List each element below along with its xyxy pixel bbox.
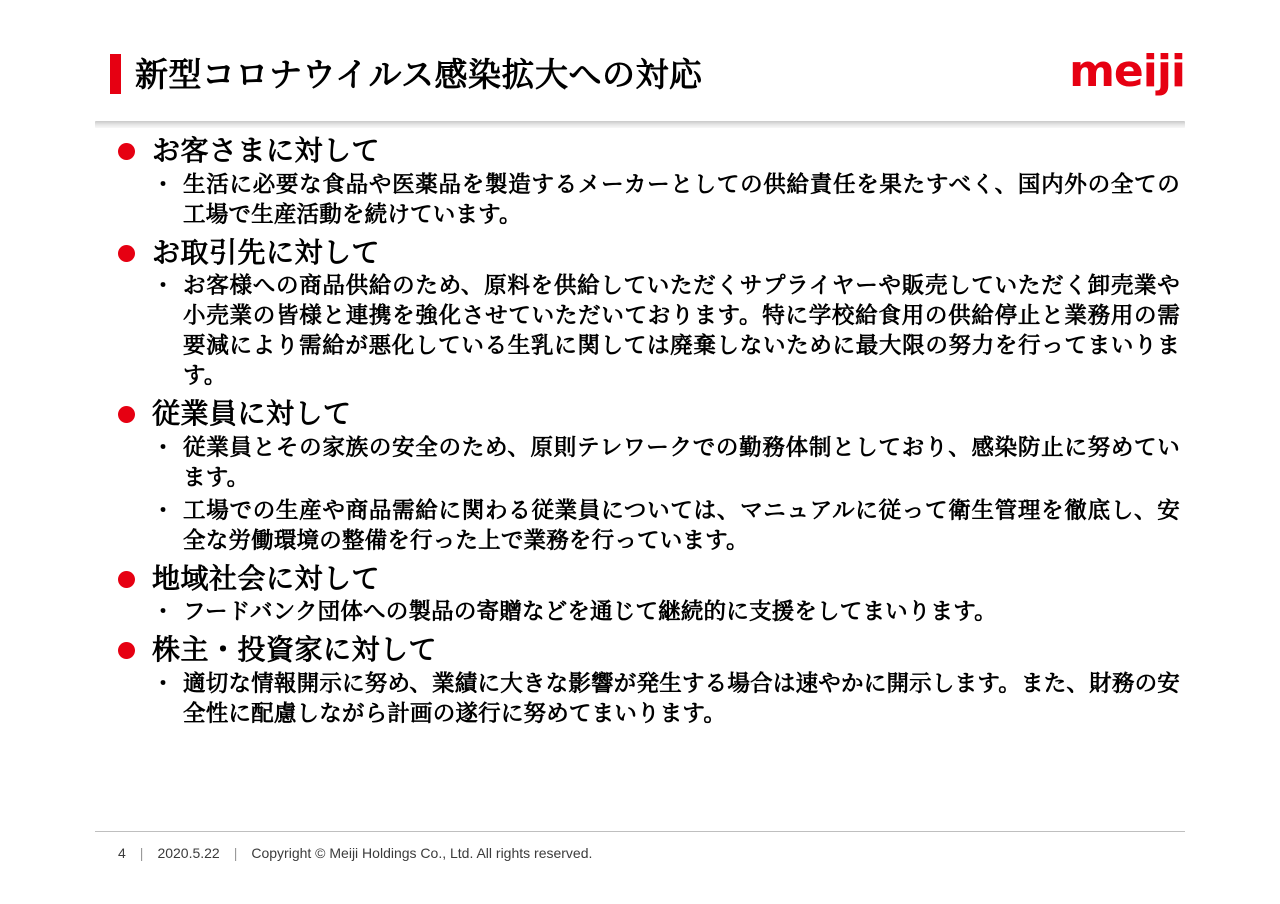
bullet-dot-icon — [118, 571, 135, 588]
list-item-text: 工場での生産や商品需給に関わる従業員については、マニュアルに従って衛生管理を徹底し、安全な労働環境の整備を行った上で業務を行っています。 — [183, 497, 1180, 553]
list-item — [0, 597, 1280, 627]
title-accent-bar — [110, 54, 121, 94]
bullet-marker-icon: ・ — [152, 497, 175, 523]
footer-copyright: Copyright © Meiji Holdings Co., Ltd. All rights reserved. — [251, 845, 593, 861]
slide-header — [0, 0, 1280, 128]
section-heading — [0, 136, 1280, 167]
list-item — [0, 669, 1280, 729]
section — [0, 238, 1280, 391]
footer-date: 2020.5.22 — [157, 845, 220, 861]
bullet-dot-icon — [118, 143, 135, 160]
page-number: 4 — [118, 845, 126, 861]
section-heading-label: 従業員に対して — [152, 398, 352, 430]
list-item-text: 適切な情報開示に努め、業績に大きな影響が発生する場合は速やかに開示します。また、財務の安全性に配慮しながら計画の遂行に努めてまいります。 — [183, 671, 1180, 727]
title-text: 新型コロナウイルス感染拡大への対応 — [135, 55, 703, 93]
list-item — [0, 496, 1280, 556]
section-heading-label: お取引先に対して — [152, 236, 381, 268]
bullet-dot-icon — [118, 406, 135, 423]
list-item — [0, 271, 1280, 391]
meiji-logo: meiji — [1069, 46, 1185, 97]
list-item-text: 従業員とその家族の安全のため、原則テレワークでの勤務体制としており、感染防止に努めています。 — [183, 434, 1180, 490]
section-heading — [0, 564, 1280, 595]
section-heading — [0, 238, 1280, 269]
section-heading-label: 地域社会に対して — [152, 562, 381, 594]
section-heading — [0, 399, 1280, 430]
footer-separator: | — [139, 845, 144, 861]
slide-footer — [118, 845, 592, 861]
section-heading-label: お客さまに対して — [152, 135, 381, 166]
bullet-dot-icon — [118, 245, 135, 262]
list-item-text: お客様への商品供給のため、原料を供給していただくサプライヤーや販売していただく卸売業や小売業の皆様と連携を強化させていただいております。特に学校給食用の供給停止と業務用の需要減により需給が悪化している生乳に関しては廃棄しないために最大限の努力を行ってまいります。 — [183, 273, 1180, 389]
bullet-marker-icon: ・ — [152, 599, 175, 625]
bullet-marker-icon: ・ — [152, 171, 175, 197]
section — [0, 635, 1280, 729]
page-title — [110, 54, 703, 94]
section — [0, 136, 1280, 230]
section — [0, 564, 1280, 628]
list-item-text: フードバンク団体への製品の寄贈などを通じて継続的に支援をしてまいります。 — [183, 599, 997, 625]
footer-separator: | — [233, 845, 238, 861]
bullet-dot-icon — [118, 642, 135, 659]
header-divider — [95, 121, 1185, 128]
bullet-marker-icon: ・ — [152, 434, 175, 460]
list-item — [0, 170, 1280, 230]
slide-body — [0, 128, 1280, 731]
list-item — [0, 433, 1280, 493]
section — [0, 399, 1280, 555]
list-item-text: 生活に必要な食品や医薬品を製造するメーカーとしての供給責任を果たすべく、国内外の全ての工場で生産活動を続けています。 — [183, 171, 1180, 227]
section-heading-label: 株主・投資家に対して — [152, 634, 438, 666]
bullet-marker-icon: ・ — [152, 273, 175, 299]
section-heading — [0, 635, 1280, 666]
footer-divider — [95, 831, 1185, 832]
bullet-marker-icon: ・ — [152, 671, 175, 697]
